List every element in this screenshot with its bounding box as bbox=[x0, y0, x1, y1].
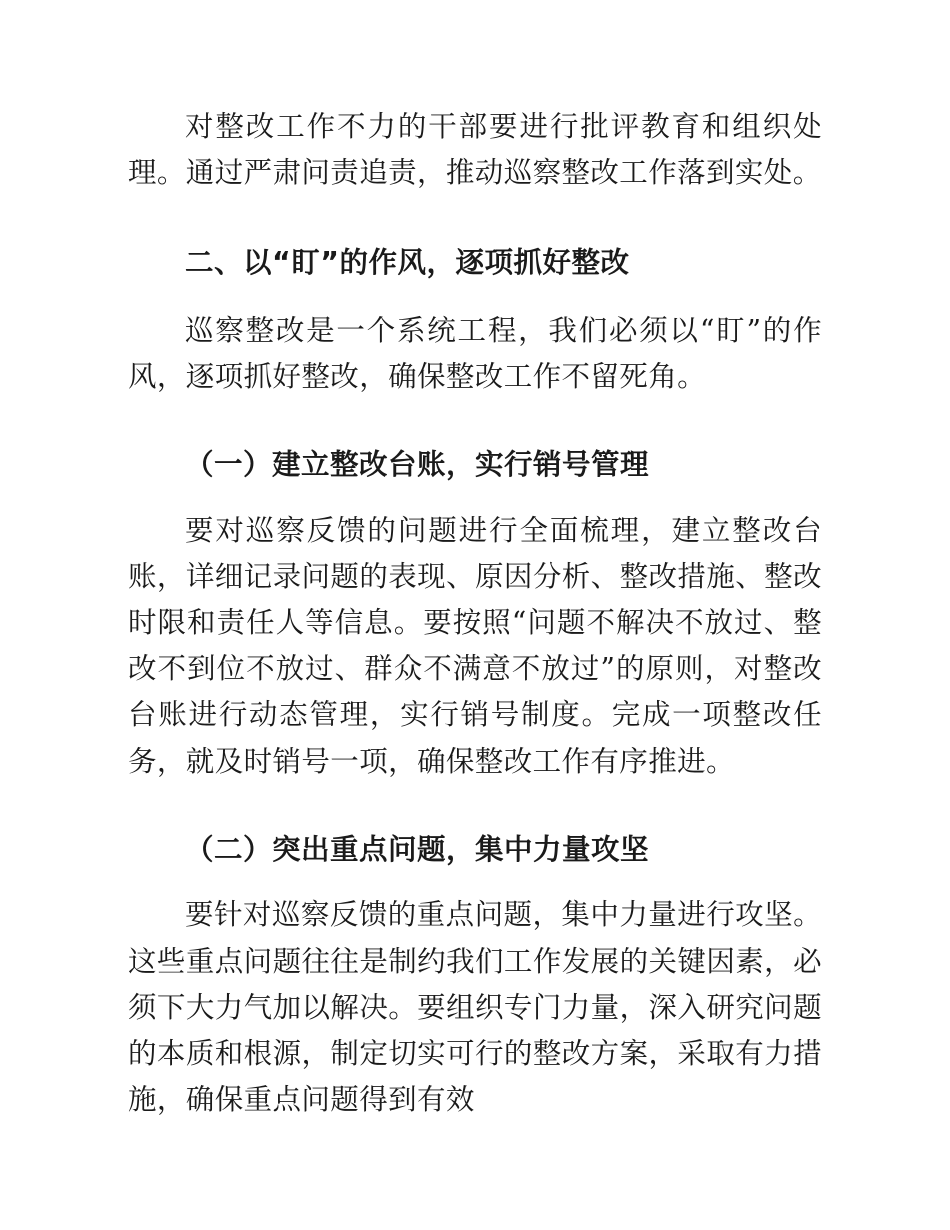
paragraph-section-two-intro: 巡察整改是一个系统工程，我们必须以“盯”的作风，逐项抓好整改，确保整改工作不留死角。 bbox=[128, 313, 822, 394]
spacer bbox=[128, 200, 822, 214]
paragraph-continuation: 对整改工作不力的干部要进行批评教育和组织处理。通过严肃问责追责，推动巡察整改工作落到实处。 bbox=[128, 110, 822, 190]
spacer bbox=[128, 404, 822, 418]
section-heading-two: 二、以“盯”的作风，逐项抓好整改 bbox=[185, 246, 630, 280]
spacer bbox=[128, 789, 822, 803]
document-body bbox=[128, 104, 822, 1123]
paragraph-subsection-one-body: 要对巡察反馈的问题进行全面梳理，建立整改台账，详细记录问题的表现、原因分析、整改措施、整改时限和责任人等信息。要按照“问题不解决不放过、整改不到位不放过、群众不满意不放过”的原则，对整改台账进行动态管理，实行销号制度。完成一项整改任务，就及时销号一项，确保整改工作有序推进。 bbox=[128, 513, 822, 778]
paragraph-subsection-two-body: 要针对巡察反馈的重点问题，集中力量进行攻坚。这些重点问题往往是制约我们工作发展的关键因素，必须下大力气加以解决。要组织专门力量，深入研究问题的本质和根源，制定切实可行的整改方案，采取有力措施，确保重点问题得到有效 bbox=[128, 898, 822, 1116]
subsection-heading-one: （一）建立整改台账，实行销号管理 bbox=[185, 448, 650, 482]
subsection-heading-two: （二）突出重点问题，集中力量攻坚 bbox=[185, 832, 650, 866]
